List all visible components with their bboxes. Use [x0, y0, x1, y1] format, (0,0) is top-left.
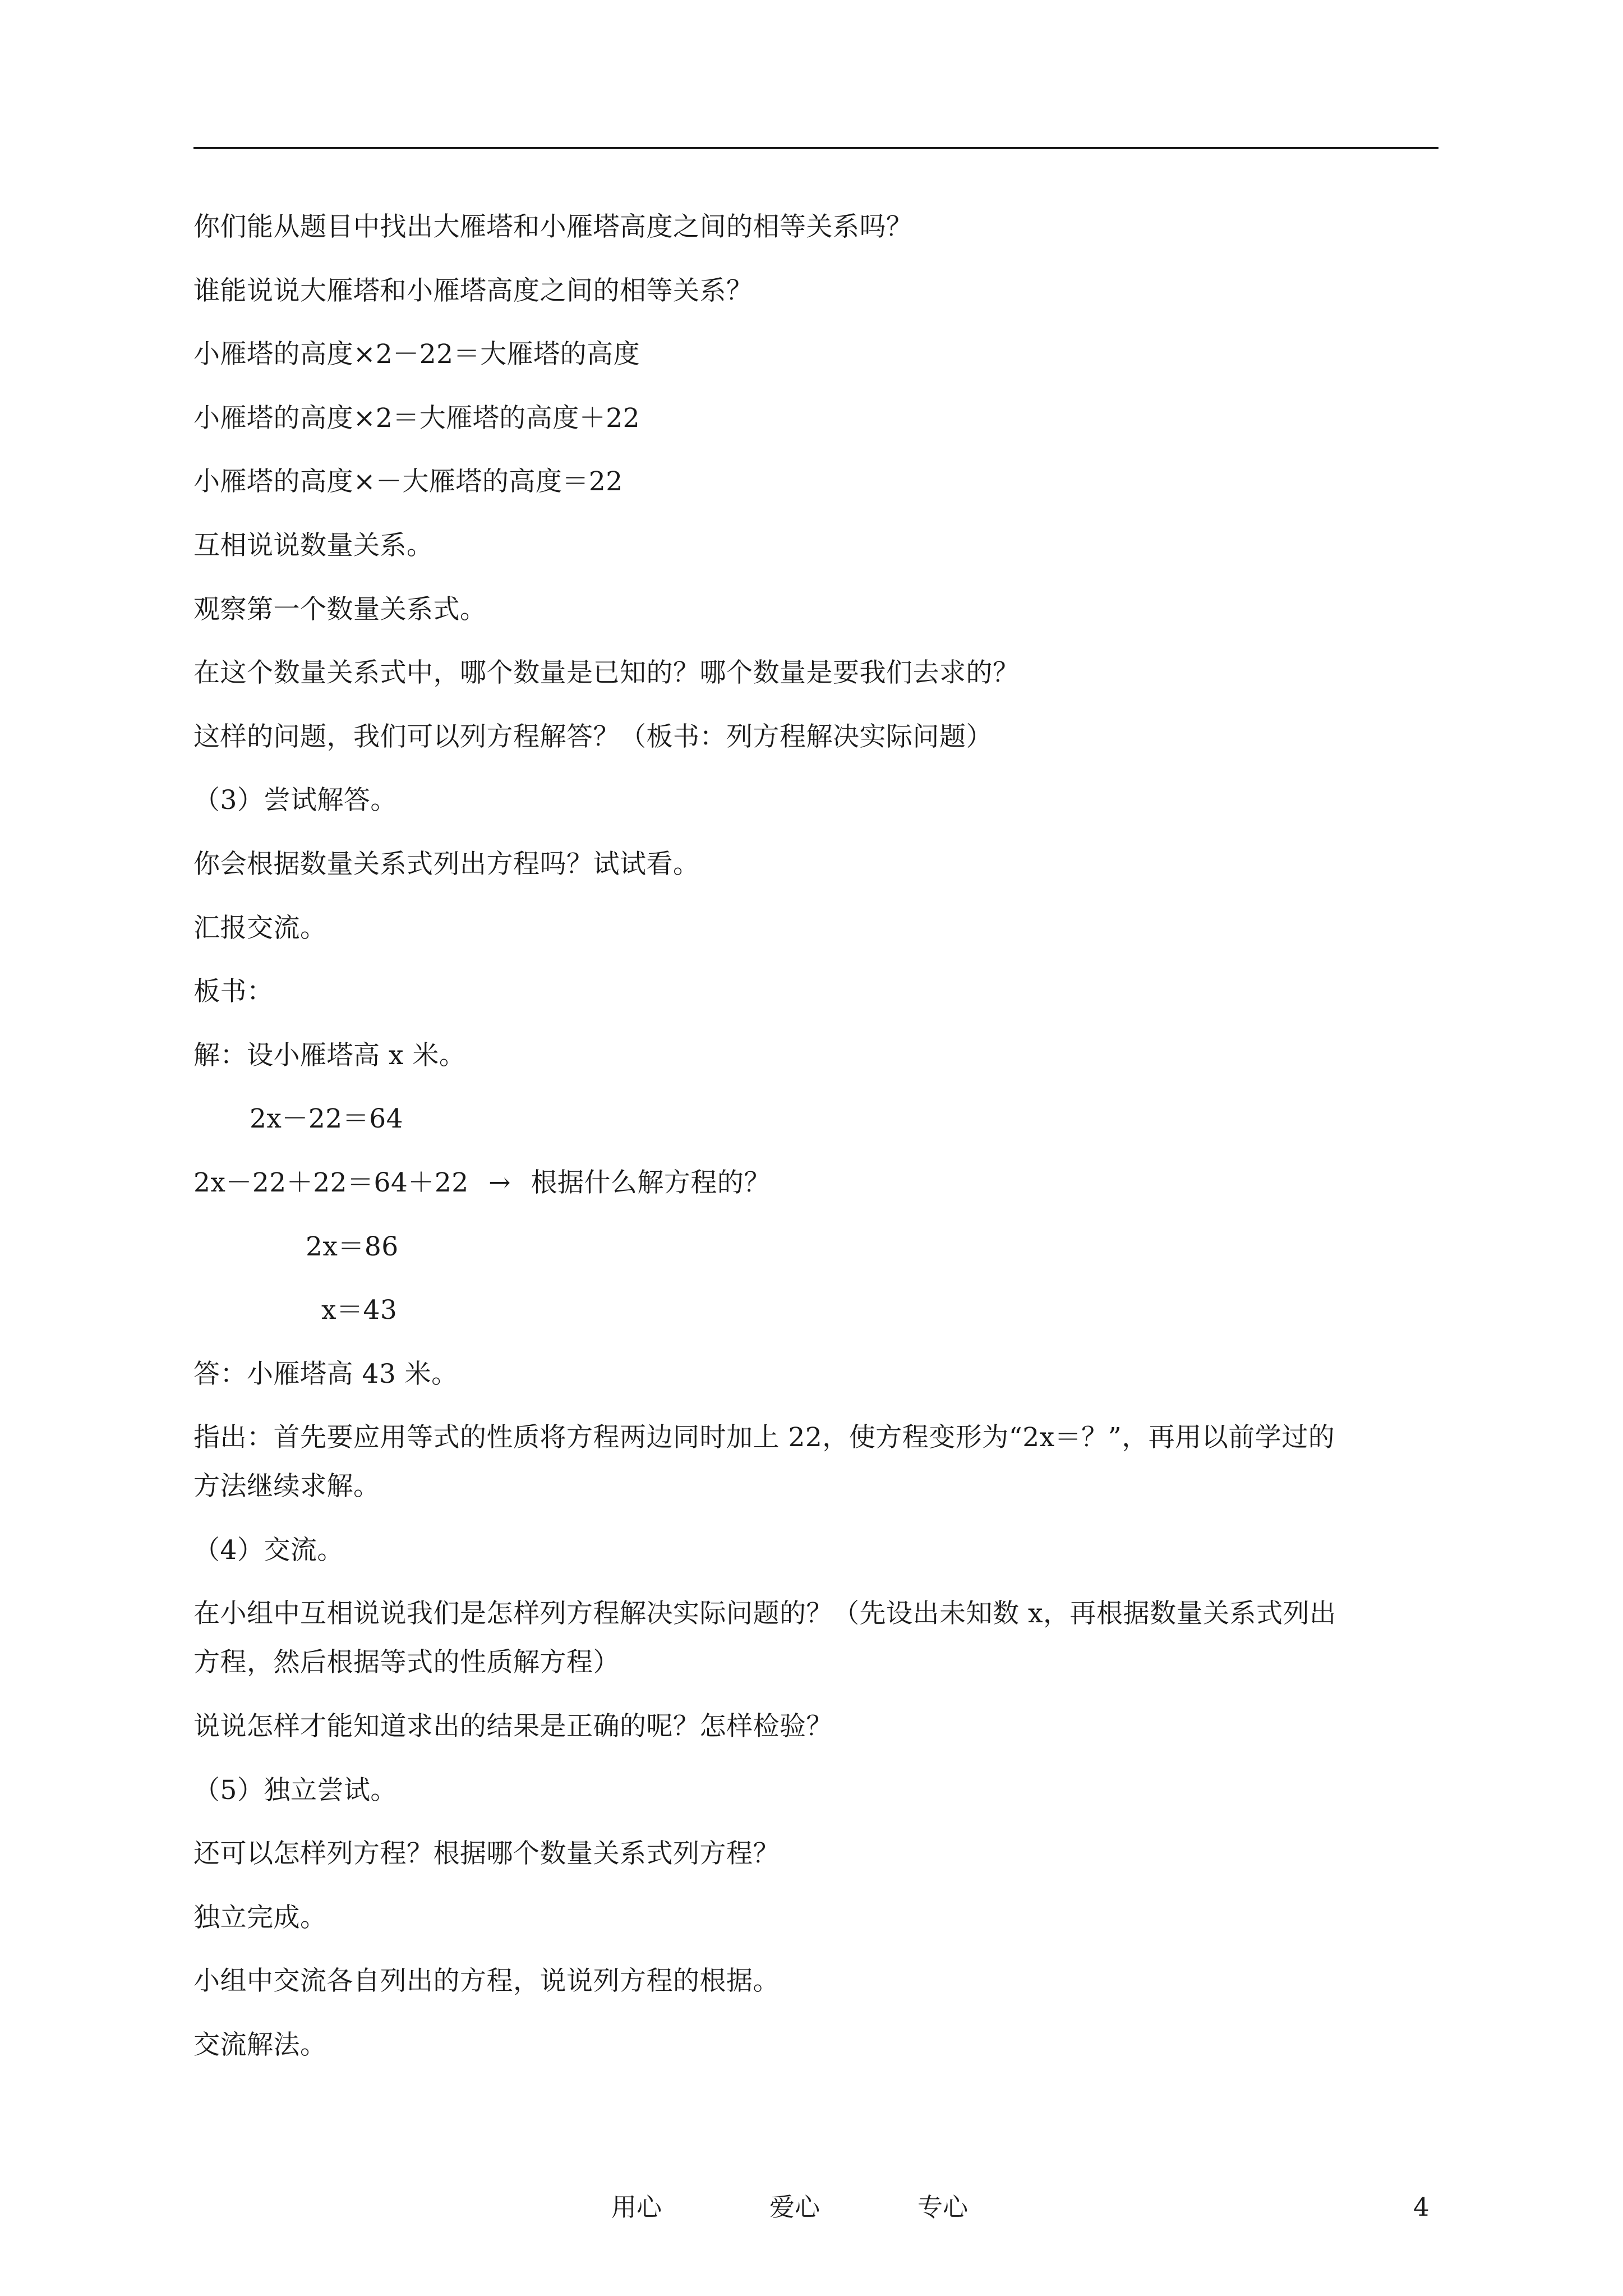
- text-line: 指出：首先要应用等式的性质将方程两边同时加上 22，使方程变形为“2x＝？”，再用以前学过的: [193, 1422, 1335, 1453]
- text-line: 说说怎样才能知道求出的结果是正确的呢？怎样检验？: [193, 1711, 833, 1742]
- equation-line: [193, 1166, 1438, 1230]
- text-line: 你们能从题目中找出大雁塔和小雁塔高度之间的相等关系吗？: [193, 211, 913, 242]
- text-line: 互相说说数量关系。: [193, 530, 434, 561]
- text-line: 你会根据数量关系式列出方程吗？试试看。: [193, 848, 700, 880]
- page-footer: [0, 2191, 1623, 2230]
- header-rule: [193, 147, 1438, 149]
- section-heading: （3）尝试解答。: [193, 785, 397, 816]
- text-line: 小雁塔的高度×－大雁塔的高度＝22: [193, 466, 623, 498]
- document-body: [193, 210, 1438, 2092]
- equation-line: x＝43: [321, 1295, 398, 1326]
- equation-text: 2x－22＋22＝64＋22: [193, 1167, 469, 1198]
- footer-motto-2: 爱心: [769, 2192, 820, 2222]
- answer-line: 答：小雁塔高 43 米。: [193, 1358, 458, 1389]
- page-number: 4: [1413, 2192, 1430, 2222]
- equation-line: 2x＝86: [306, 1231, 399, 1262]
- text-line: 小雁塔的高度×2＝大雁塔的高度＋22: [193, 402, 640, 434]
- text-line: 这样的问题，我们可以列方程解答？（板书：列方程解决实际问题）: [193, 721, 993, 752]
- text-line: 方法继续求解。: [193, 1471, 380, 1502]
- text-line: 在这个数量关系式中，哪个数量是已知的？哪个数量是要我们去求的？: [193, 657, 1020, 689]
- text-line: 方程，然后根据等式的性质解方程）: [193, 1647, 620, 1678]
- equation-line: 2x－22＝64: [250, 1103, 404, 1135]
- text-line: 还可以怎样列方程？根据哪个数量关系式列方程？: [193, 1838, 780, 1870]
- text-line: 板书：: [193, 976, 274, 1007]
- right-arrow-icon: →: [488, 1167, 511, 1198]
- text-line: 谁能说说大雁塔和小雁塔高度之间的相等关系？: [193, 275, 753, 306]
- text-line: 交流解法。: [193, 2030, 327, 2061]
- footer-motto-1: 用心: [611, 2192, 662, 2222]
- equation-note: 根据什么解方程的？: [531, 1167, 771, 1198]
- text-line: 小雁塔的高度×2－22＝大雁塔的高度: [193, 339, 640, 370]
- text-line: 汇报交流。: [193, 912, 327, 944]
- text-line: 独立完成。: [193, 1902, 327, 1933]
- footer-motto-3: 专心: [917, 2192, 969, 2222]
- text-line: 在小组中互相说说我们是怎样列方程解决实际问题的？（先设出未知数 x，再根据数量关系式列出: [193, 1598, 1336, 1630]
- section-heading: （5）独立尝试。: [193, 1774, 397, 1806]
- text-line: 观察第一个数量关系式。: [193, 593, 487, 625]
- solution-line: 解：设小雁塔高 x 米。: [193, 1039, 466, 1071]
- section-heading: （4）交流。: [193, 1534, 344, 1566]
- text-line: 小组中交流各自列出的方程，说说列方程的根据。: [193, 1966, 780, 1997]
